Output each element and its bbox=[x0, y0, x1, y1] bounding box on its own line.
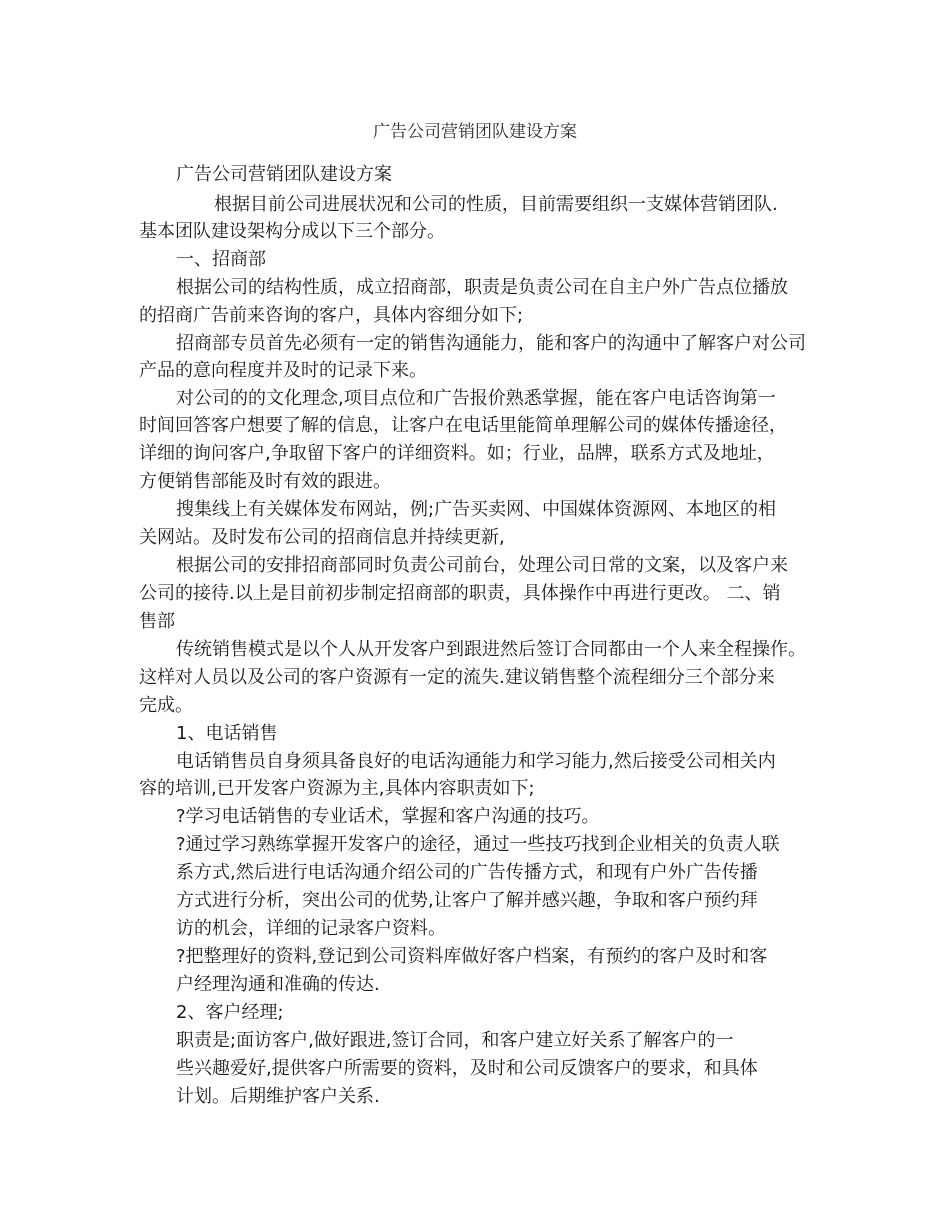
section-heading: 一、招商部 bbox=[176, 249, 266, 270]
text-line: 计划。后期维护客户关系. bbox=[176, 1086, 380, 1107]
text-line: 方便销售部能及时有效的跟进。 bbox=[139, 471, 391, 492]
text-line: 职责是;面访客户,做好跟进,签订合同，和客户建立好关系了解客户的一 bbox=[176, 1030, 734, 1051]
list-item: ?学习电话销售的专业话术，掌握和客户沟通的技巧。 bbox=[176, 806, 600, 827]
text-line: 根据公司的安排招商部同时负责公司前台，处理公司日常的文案，以及客户来 bbox=[176, 555, 788, 576]
text-line: 广告公司营销团队建设方案 bbox=[176, 164, 392, 185]
text-line: 完成。 bbox=[139, 695, 193, 716]
text-line: 容的培训,已开发客户资源为主,具体内容职责如下; bbox=[139, 778, 535, 799]
list-item: ?把整理好的资料,登记到公司资料库做好客户档案，有预约的客户及时和客 bbox=[176, 946, 768, 967]
text-line: 系方式,然后进行电话沟通介绍公司的广告传播方式，和现有户外广告传播 bbox=[176, 862, 758, 883]
text-line: 根据目前公司进展状况和公司的性质，目前需要组织一支媒体营销团队. bbox=[214, 194, 778, 215]
section-heading: 2、客户经理; bbox=[176, 1002, 284, 1023]
document-title: 广告公司营销团队建设方案 bbox=[373, 122, 577, 142]
text-line: 些兴趣爱好,提供客户所需要的资料，及时和公司反馈客户的要求，和具体 bbox=[176, 1058, 758, 1079]
text-line: 招商部专员首先必须有一定的销售沟通能力，能和客户的沟通中了解客户对公司 bbox=[176, 333, 806, 354]
text-line: 售部 bbox=[139, 611, 175, 632]
text-line: 对公司的的文化理念,项目点位和广告报价熟悉掌握，能在客户电话咨询第一 bbox=[176, 388, 776, 409]
text-line: 关网站。及时发布公司的招商信息并持续更新, bbox=[139, 527, 505, 548]
text-line: 的招商广告前来咨询的客户，具体内容细分如下; bbox=[139, 305, 524, 326]
section-heading: 1、电话销售 bbox=[176, 723, 278, 744]
text-line: 公司的接待.以上是目前初步制定招商部的职责，具体操作中再进行更改。 二、销 bbox=[139, 583, 781, 604]
text-line: 根据公司的结构性质，成立招商部，职责是负责公司在自主户外广告点位播放 bbox=[176, 277, 788, 298]
text-line: 户经理沟通和准确的传达. bbox=[176, 974, 380, 995]
text-line: 基本团队建设架构分成以下三个部分。 bbox=[139, 221, 445, 242]
text-line: 访的机会，详细的记录客户资料。 bbox=[176, 918, 446, 939]
text-line: 搜集线上有关媒体发布网站，例;广告买卖网、中国媒体资源网、本地区的相 bbox=[176, 499, 777, 520]
text-line: 电话销售员自身须具备良好的电话沟通能力和学习能力,然后接受公司相关内 bbox=[176, 751, 776, 772]
text-line: 详细的询问客户,争取留下客户的详细资料。如；行业，品牌，联系方式及地址， bbox=[139, 443, 775, 464]
text-line: 这样对人员以及公司的客户资源有一定的流失.建议销售整个流程细分三个部分来 bbox=[139, 667, 775, 688]
list-item: ?通过学习熟练掌握开发客户的途径，通过一些技巧找到企业相关的负责人联 bbox=[176, 834, 780, 855]
text-line: 时间回答客户想要了解的信息，让客户在电话里能简单理解公司的媒体传播途径， bbox=[139, 415, 787, 436]
text-line: 产品的意向程度并及时的记录下来。 bbox=[139, 360, 427, 381]
text-line: 方式进行分析，突出公司的优势,让客户了解并感兴趣，争取和客户预约拜 bbox=[176, 890, 758, 911]
text-line: 传统销售模式是以个人从开发客户到跟进然后签订合同都由一个人来全程操作。 bbox=[176, 639, 806, 660]
